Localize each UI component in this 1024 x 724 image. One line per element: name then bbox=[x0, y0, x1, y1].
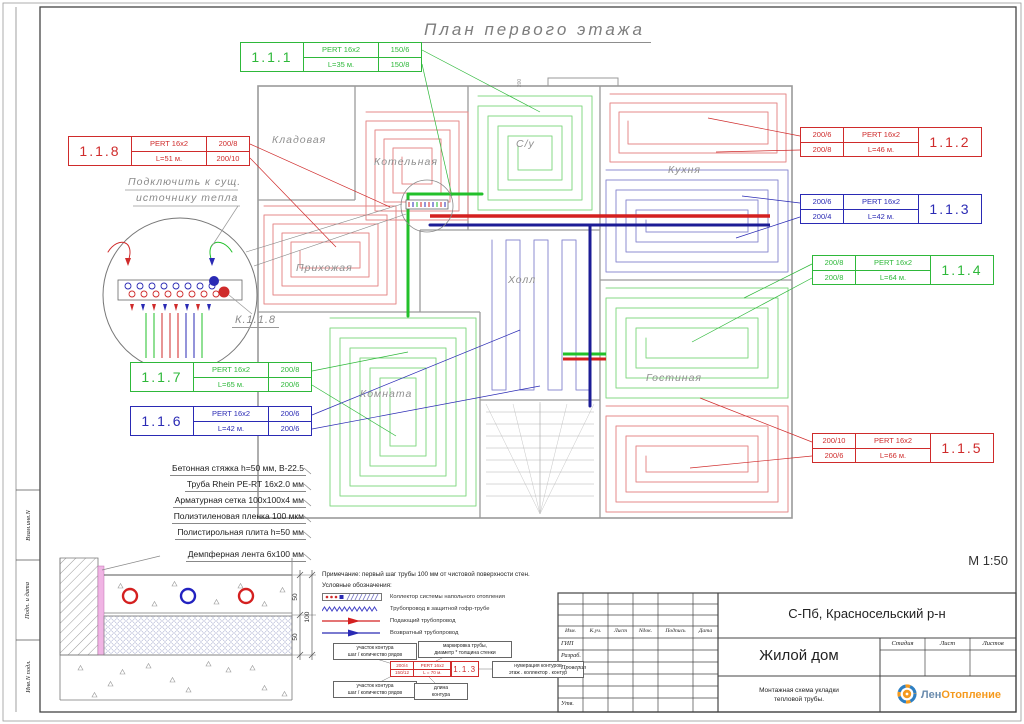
supply-pipe-icon bbox=[322, 616, 384, 626]
scale-label: М 1:50 bbox=[968, 553, 1008, 568]
svg-text:100: 100 bbox=[304, 611, 311, 623]
tb-col-podpis: Подпись bbox=[665, 628, 686, 634]
layer-label-5: Полистирольная плита h=50 мм bbox=[58, 522, 306, 540]
legend-item-collector: Коллектор системы напольного отопления bbox=[322, 592, 564, 602]
pitch-rows-2: 150/8 bbox=[379, 57, 421, 72]
pitch-rows-2: 200/6 bbox=[269, 377, 311, 392]
collector-symbol-icon bbox=[322, 592, 384, 602]
corrugated-pipe-icon bbox=[322, 604, 384, 614]
legend-item-gofra: Трубопровод в защитной гофр-трубе bbox=[322, 604, 564, 614]
svg-text:50: 50 bbox=[292, 633, 299, 641]
side-label-podp: Подп. и дата bbox=[24, 581, 32, 619]
pipe-mark: PERT 16x2 bbox=[321, 45, 361, 55]
explainer-top-right: маркировка трубы, диаметр * толщина стенки bbox=[418, 641, 512, 658]
legend-item-supply: Подающий трубопровод bbox=[322, 616, 564, 626]
callout-1-1-5 bbox=[812, 433, 994, 463]
titleblock-object: Жилой дом bbox=[759, 647, 839, 664]
legend bbox=[322, 571, 564, 640]
pipe-mark: PERT 16x2 bbox=[873, 436, 913, 446]
company-logo bbox=[884, 678, 1014, 710]
tb-col-ndok: Nдок. bbox=[638, 628, 653, 634]
detail-label: К.1.1.8 bbox=[232, 314, 279, 328]
loop-length: L=46 м. bbox=[844, 142, 918, 157]
legend-heading: Условные обозначения: bbox=[322, 582, 392, 589]
loop-length: L=35 м. bbox=[304, 57, 378, 72]
loop-id: 1.1.2 bbox=[918, 127, 982, 157]
room-label-gostinaya: Гостиная bbox=[646, 372, 703, 384]
room-label-su: С/у bbox=[516, 138, 535, 150]
pitch-rows-2: 200/6 bbox=[813, 448, 855, 463]
pitch-rows-1: 200/6 bbox=[280, 409, 300, 419]
pitch-rows-2: 200/6 bbox=[269, 421, 311, 436]
pitch-rows-1: 150/6 bbox=[390, 45, 410, 55]
pitch-rows-1: 200/10 bbox=[822, 436, 846, 446]
pitch-rows-1: 200/6 bbox=[812, 130, 832, 140]
pipe-mark: PERT 16x2 bbox=[211, 409, 251, 419]
callout-1-1-4 bbox=[812, 255, 994, 285]
callout-1-1-1 bbox=[240, 42, 422, 72]
layer-label-4: Полиэтиленовая пленка 100 мкм bbox=[58, 506, 306, 524]
callout-1-1-7 bbox=[130, 362, 312, 392]
tb-col-list: Лист bbox=[613, 628, 628, 634]
tb-row-gip: ГИП bbox=[561, 640, 574, 647]
tb-col-data: Дата bbox=[698, 628, 713, 634]
loop-length: L=65 м. bbox=[194, 377, 268, 392]
logo-text-1: Лен bbox=[920, 689, 942, 701]
room-label-kotelnaya: Котельная bbox=[374, 156, 438, 168]
room-label-komnata: Комната bbox=[360, 388, 413, 400]
explainer-bottom-left: участок контура шаг / количество рядов bbox=[333, 681, 417, 698]
page-title: План первого этажа bbox=[418, 20, 651, 43]
callout-1-1-3 bbox=[800, 194, 982, 224]
pitch-rows-1: 200/8 bbox=[218, 139, 238, 149]
explainer-sample-callout: 200/4 150/12 PERT 16x2 L = 70 м. 1.1.3 bbox=[390, 661, 479, 677]
logo-text-2: Отопление bbox=[941, 689, 1002, 701]
svg-text:50: 50 bbox=[292, 593, 299, 601]
loop-id: 1.1.7 bbox=[130, 362, 194, 392]
tb-col-izm: Изм. bbox=[564, 628, 577, 634]
return-pipe-icon bbox=[322, 628, 384, 638]
pitch-rows-2: 200/8 bbox=[813, 270, 855, 285]
tb-row-utv: Утв. bbox=[561, 700, 574, 707]
loop-length: L=42 м. bbox=[844, 209, 918, 224]
pitch-rows-2: 200/4 bbox=[801, 209, 843, 224]
pipe-mark: PERT 16x2 bbox=[861, 197, 901, 207]
layer-label-1: Бетонная стяжка h=50 мм, B-22.5 bbox=[58, 458, 306, 476]
room-label-prihozhaya: Прихожая bbox=[296, 262, 353, 274]
pitch-rows-1: 200/6 bbox=[812, 197, 832, 207]
callout-1-1-2 bbox=[800, 127, 982, 157]
side-label-inv: Инв.N подл. bbox=[24, 659, 32, 693]
tb-sheets: Листов bbox=[982, 640, 1004, 647]
explainer-right: нумерация контуров этаж . коллектор . контур bbox=[492, 661, 584, 678]
pipe-mark: PERT 16x2 bbox=[211, 365, 251, 375]
pitch-rows-1: 200/8 bbox=[824, 258, 844, 268]
loop-id: 1.1.6 bbox=[130, 406, 194, 436]
callout-1-1-8 bbox=[68, 136, 250, 166]
loop-id: 1.1.4 bbox=[930, 255, 994, 285]
loop-length: L=51 м. bbox=[132, 151, 206, 166]
tb-col-kuch: К.уч. bbox=[589, 628, 602, 634]
tb-sheet: Лист bbox=[939, 640, 956, 647]
pitch-rows-1: 200/8 bbox=[280, 365, 300, 375]
loop-length: L=42 м. bbox=[194, 421, 268, 436]
tb-row-razrab: Разраб. bbox=[561, 652, 581, 659]
layer-label-2: Труба Rhein PE-RT 16x2.0 мм bbox=[58, 474, 306, 492]
tb-row-proveril: Проверил bbox=[561, 664, 586, 671]
room-label-kuhnya: Кухня bbox=[668, 164, 701, 176]
explainer-top-left: участок контура шаг / количество рядов bbox=[333, 643, 417, 660]
pitch-rows-2: 200/8 bbox=[801, 142, 843, 157]
loop-length: L=64 м. bbox=[856, 270, 930, 285]
legend-item-return: Возвратный трубопровод bbox=[322, 628, 564, 638]
titleblock-doc: Монтажная схема укладки тепловой трубы. bbox=[759, 687, 839, 704]
logo-sun-icon bbox=[897, 684, 917, 704]
pipe-mark: PERT 16x2 bbox=[873, 258, 913, 268]
pipe-mark: PERT 16x2 bbox=[149, 139, 189, 149]
loop-id: 1.1.5 bbox=[930, 433, 994, 463]
pitch-rows-2: 200/10 bbox=[207, 151, 249, 166]
explainer-bottom-center: длина контура bbox=[414, 683, 468, 700]
legend-note: Примечание: первый шаг трубы 100 мм от чистовой поверхности стен. bbox=[322, 571, 530, 578]
layer-label-3: Арматурная сетка 100x100x4 мм bbox=[58, 490, 306, 508]
detail-note-line1: Подключить к сущ. bbox=[128, 176, 242, 188]
tb-stage: Стадия bbox=[891, 640, 914, 647]
callout-1-1-6 bbox=[130, 406, 312, 436]
titleblock-project: С-Пб, Красносельский р-н bbox=[788, 606, 946, 621]
loop-id: 1.1.3 bbox=[918, 194, 982, 224]
loop-length: L=66 м. bbox=[856, 448, 930, 463]
pipe-mark: PERT 16x2 bbox=[861, 130, 901, 140]
room-label-kladovaya: Кладовая bbox=[272, 134, 327, 146]
side-label-vzam: Взам.инв.N bbox=[24, 509, 32, 541]
room-label-holl: Холл bbox=[508, 274, 537, 286]
loop-id: 1.1.1 bbox=[240, 42, 304, 72]
loop-id: 1.1.8 bbox=[68, 136, 132, 166]
detail-note-line2: источнику тепла bbox=[136, 192, 239, 204]
dimension-label: 200 bbox=[517, 78, 524, 88]
layer-label-6: Демпферная лента 6x100 мм bbox=[58, 544, 306, 562]
